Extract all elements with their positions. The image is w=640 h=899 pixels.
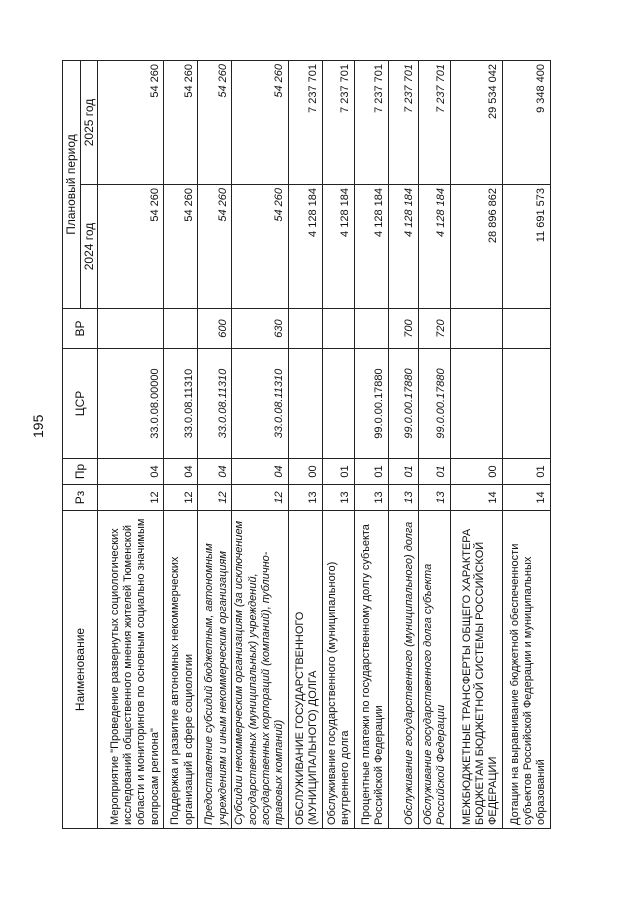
cell-name: Дотации на выравнивание бюджетной обеспеченности субъектов Российской Федерации и муниципальных образований (502, 511, 550, 829)
cell-rz: 13 (354, 485, 388, 511)
cell-2024: 54 260 (198, 185, 232, 309)
header-2024: 2024 год (80, 185, 98, 309)
cell-vr (98, 309, 164, 349)
cell-name: Процентные платежи по государственному долгу субъекта Российской Федерации (354, 511, 388, 829)
cell-2025: 29 534 042 (450, 60, 502, 184)
cell-2024: 54 260 (232, 185, 289, 309)
table-row (98, 60, 164, 828)
cell-name: Мероприятие "Проведение развернутых социологических исследований общественного мнения жителей Тюменской области и мониторингов по основным социально значимым вопросам региона" (98, 511, 164, 829)
cell-vr (354, 309, 388, 349)
table-row (232, 60, 289, 828)
cell-rz: 14 (450, 485, 502, 511)
cell-csr: 99.0.00.17880 (418, 349, 450, 459)
cell-pr: 00 (288, 459, 322, 485)
cell-pr: 01 (502, 459, 550, 485)
cell-rz: 12 (232, 485, 289, 511)
cell-csr: 33.0.08.11310 (198, 349, 232, 459)
cell-2025: 54 260 (164, 60, 198, 184)
cell-name: Поддержка и развитие автономных некоммерческих организаций в сфере социологии (164, 511, 198, 829)
header-csr: ЦСР (63, 349, 98, 459)
cell-vr (288, 309, 322, 349)
cell-rz: 13 (418, 485, 450, 511)
cell-pr: 01 (418, 459, 450, 485)
cell-rz: 13 (388, 485, 418, 511)
cell-rz: 13 (288, 485, 322, 511)
cell-2025: 7 237 701 (354, 60, 388, 184)
cell-vr: 630 (232, 309, 289, 349)
header-vr: ВР (63, 309, 98, 349)
cell-2024: 4 128 184 (388, 185, 418, 309)
table-row (322, 60, 354, 828)
header-2025: 2025 год (80, 60, 98, 184)
cell-vr (450, 309, 502, 349)
cell-2025: 54 260 (98, 60, 164, 184)
table-row (388, 60, 418, 828)
cell-pr: 01 (322, 459, 354, 485)
table-row (418, 60, 450, 828)
cell-2024: 4 128 184 (322, 185, 354, 309)
cell-csr: 99.0.00.17880 (354, 349, 388, 459)
budget-table (62, 60, 551, 829)
cell-vr (322, 309, 354, 349)
header-plan-period: Плановый период (63, 60, 81, 308)
cell-name: Предоставление субсидий бюджетным, автономным учреждениям и иным некоммерческим организациям (198, 511, 232, 829)
cell-pr: 04 (232, 459, 289, 485)
header-rz: Рз (63, 485, 98, 511)
cell-rz: 14 (502, 485, 550, 511)
table-row (288, 60, 322, 828)
cell-2024: 4 128 184 (418, 185, 450, 309)
cell-csr (502, 349, 550, 459)
cell-vr: 720 (418, 309, 450, 349)
cell-2025: 7 237 701 (288, 60, 322, 184)
cell-2024: 54 260 (98, 185, 164, 309)
header-pr: Пр (63, 459, 98, 485)
table-row (198, 60, 232, 828)
header-name: Наименование (63, 511, 98, 829)
table-row (164, 60, 198, 828)
cell-csr: 33.0.08.00000 (98, 349, 164, 459)
cell-2025: 7 237 701 (388, 60, 418, 184)
table-row (450, 60, 502, 828)
cell-2025: 54 260 (232, 60, 289, 184)
cell-vr: 600 (198, 309, 232, 349)
cell-csr: 99.0.00.17880 (388, 349, 418, 459)
cell-vr (502, 309, 550, 349)
cell-pr: 04 (198, 459, 232, 485)
cell-csr: 33.0.08.11310 (232, 349, 289, 459)
cell-name: Субсидии некоммерческим организациям (за исключением государственных (муниципальных) учреждений, государственных корпораций (компаний), публично-правовых компаний) (232, 511, 289, 829)
cell-vr: 700 (388, 309, 418, 349)
cell-2024: 54 260 (164, 185, 198, 309)
cell-2024: 4 128 184 (288, 185, 322, 309)
cell-csr: 33.0.08.11310 (164, 349, 198, 459)
cell-rz: 12 (198, 485, 232, 511)
cell-name: ОБСЛУЖИВАНИЕ ГОСУДАРСТВЕННОГО (МУНИЦИПАЛЬНОГО) ДОЛГА (288, 511, 322, 829)
cell-pr: 00 (450, 459, 502, 485)
cell-2024: 4 128 184 (354, 185, 388, 309)
table-row (502, 60, 550, 828)
cell-pr: 04 (164, 459, 198, 485)
cell-name: МЕЖБЮДЖЕТНЫЕ ТРАНСФЕРТЫ ОБЩЕГО ХАРАКТЕРА БЮДЖЕТАМ БЮДЖЕТНОЙ СИСТЕМЫ РОССИЙСКОЙ ФЕДЕРАЦИИ (450, 511, 502, 829)
cell-pr: 01 (354, 459, 388, 485)
cell-2025: 54 260 (198, 60, 232, 184)
cell-csr (288, 349, 322, 459)
rotated-table-container (62, 61, 582, 829)
table-row (354, 60, 388, 828)
cell-csr (450, 349, 502, 459)
cell-name: Обслуживание государственного долга субъекта Российской Федерации (418, 511, 450, 829)
cell-name: Обслуживание государственного (муниципального) внутреннего долга (322, 511, 354, 829)
cell-2024: 28 896 862 (450, 185, 502, 309)
cell-rz: 12 (98, 485, 164, 511)
cell-2025: 7 237 701 (418, 60, 450, 184)
cell-name: Обслуживание государственного (муниципального) долга (388, 511, 418, 829)
cell-2025: 7 237 701 (322, 60, 354, 184)
cell-2024: 11 691 573 (502, 185, 550, 309)
cell-rz: 13 (322, 485, 354, 511)
cell-csr (322, 349, 354, 459)
cell-pr: 01 (388, 459, 418, 485)
cell-pr: 04 (98, 459, 164, 485)
page-number: 195 (30, 414, 46, 438)
cell-rz: 12 (164, 485, 198, 511)
cell-2025: 9 348 400 (502, 60, 550, 184)
cell-vr (164, 309, 198, 349)
